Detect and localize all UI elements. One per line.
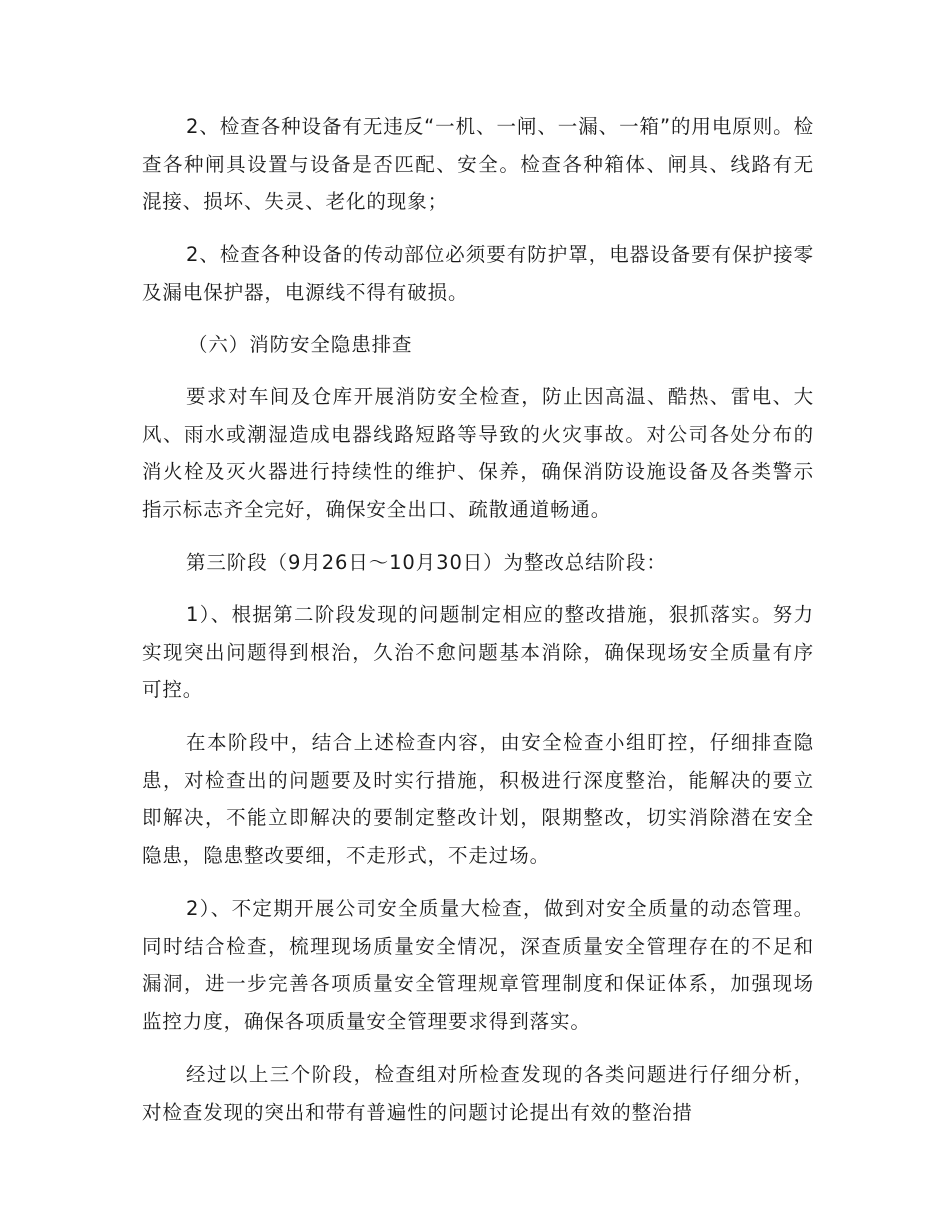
paragraph-irregular-inspection: 2）、不定期开展公司安全质量大检查，做到对安全质量的动态管理。同时结合检查，梳理现场质量安全情况，深查质量安全管理存在的不足和漏洞，进一步完善各项质量安全管理规章管理制度和保证体系，加强现场监控力度，确保各项质量安全管理要求得到落实。 bbox=[142, 897, 814, 1033]
section-heading-fire-safety: （六）消防安全隐患排查 bbox=[188, 333, 413, 356]
paragraph-fire-safety-inspection: 要求对车间及仓库开展消防安全检查，防止因高温、酷热、雷电、大风、雨水或潮湿造成电器线路短路等导致的火灾事故。对公司各处分布的消火栓及灭火器进行持续性的维护、保养，确保消防设施设备及各类警示指示标志齐全完好，确保安全出口、疏散通道畅通。 bbox=[142, 385, 814, 521]
paragraph-rectification-measures: 1）、根据第二阶段发现的问题制定相应的整改措施，狠抓落实。努力实现突出问题得到根治，久治不愈问题基本消除，确保现场安全质量有序可控。 bbox=[142, 603, 814, 701]
paragraph-stage-three-heading: 第三阶段（9月26日～10月30日）为整改总结阶段： bbox=[186, 551, 667, 574]
paragraph-stage-execution: 在本阶段中，结合上述检查内容，由安全检查小组盯控，仔细排查隐患，对检查出的问题要及时实行措施，积极进行深度整治，能解决的要立即解决，不能立即解决的要制定整改计划，限期整改，切实消除潜在安全隐患，隐患整改要细，不走形式，不走过场。 bbox=[142, 731, 814, 867]
paragraph-transmission-protection-check: 2、检查各种设备的传动部位必须要有防护罩，电器设备要有保护接零及漏电保护器，电源线不得有破损。 bbox=[142, 243, 814, 304]
paragraph-electrical-principle-check: 2、检查各种设备有无违反“一机、一闸、一漏、一箱”的用电原则。检查各种闸具设置与设备是否匹配、安全。检查各种箱体、闸具、线路有无混接、损坏、失灵、老化的现象； bbox=[142, 115, 814, 213]
paragraph-three-stage-summary: 经过以上三个阶段，检查组对所检查发现的各类问题进行仔细分析，对检查发现的突出和带有普遍性的问题讨论提出有效的整治措 bbox=[142, 1063, 814, 1124]
